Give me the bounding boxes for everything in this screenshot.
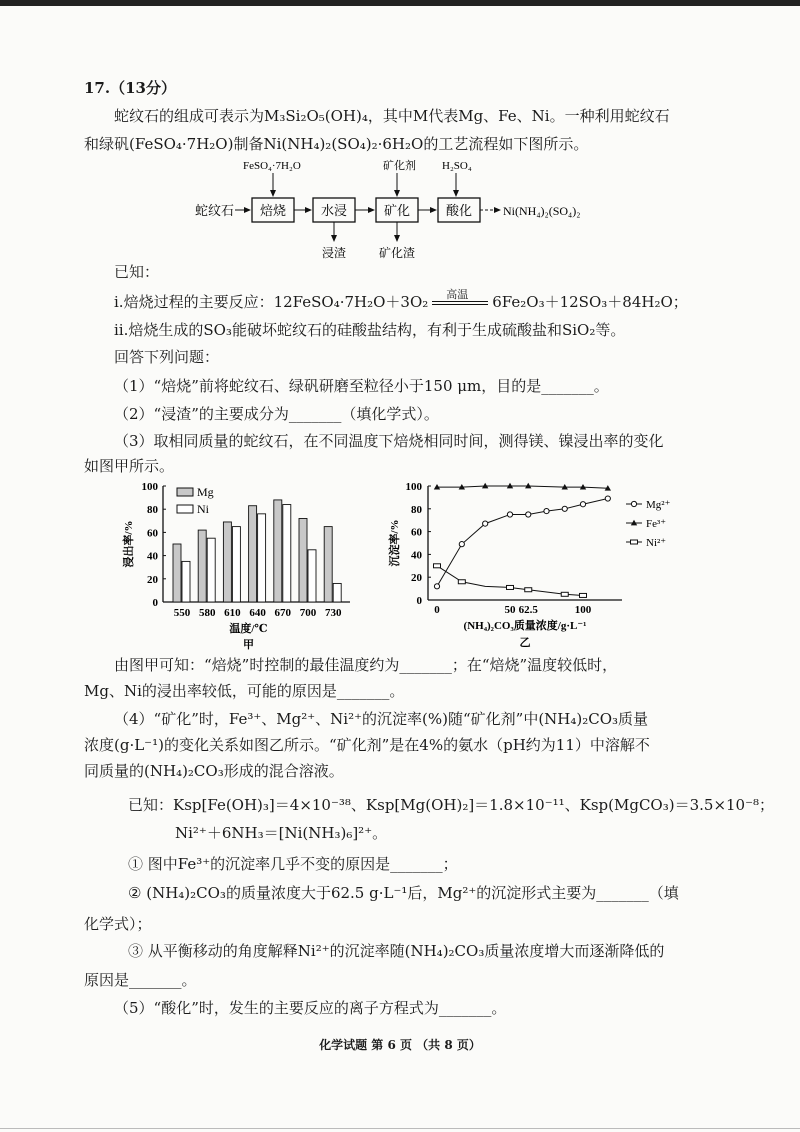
data-point-ni [434, 564, 441, 568]
legend-swatch-mg [177, 488, 193, 496]
x-tick-label: 580 [198, 607, 216, 619]
data-point-mg [526, 512, 531, 517]
bar-mg [274, 500, 282, 602]
scan-edge [0, 0, 800, 6]
legend-label: Mg²⁺ [646, 499, 671, 511]
known-title: 已知： [114, 263, 160, 281]
line-chart-precipitation-rate [380, 470, 710, 655]
reaction-condition: 高温 [446, 288, 469, 301]
intro-line-2: 和绿矾(FeSO₄·7H₂O)制备Ni(NH₄)₂(SO₄)₂·6H₂O的工艺流程如下图所示。 [84, 135, 589, 153]
question-3-line-1: （3）取相同质量的蛇纹石，在不同温度下焙烧相同时间，测得镁、镍浸出率的变化 [114, 432, 664, 450]
x-tick-label: 610 [224, 607, 241, 619]
x-tick-label: 670 [274, 607, 292, 619]
known-ii: ⅱ.焙烧生成的SO₃能破坏蛇纹石的硅酸盐结构，有利于生成硫酸盐和SiO₂等。 [114, 321, 626, 339]
svg-text:酸化: 酸化 [445, 203, 473, 218]
legend-label: Mg [197, 485, 214, 499]
y-tick-label: 40 [147, 550, 158, 563]
question-number: 17.（13分） [84, 79, 176, 97]
data-point-ni [507, 585, 514, 589]
question-4-line-3: 同质量的(NH₄)₂CO₃形成的混合溶液。 [84, 762, 344, 780]
flow-product: Ni(NH₄)₂(SO₄)₂ [503, 204, 581, 218]
bar-ni [283, 505, 291, 602]
x-axis-label: 温度/℃ [229, 623, 268, 635]
legend-label: Ni [197, 502, 209, 516]
svg-text:水浸: 水浸 [320, 203, 348, 218]
y-axis-label: 浸出率/% [123, 520, 135, 568]
y-tick-label: 40 [411, 549, 422, 562]
question-2: （2）“浸渣”的主要成分为_______（填化学式）。 [114, 405, 439, 423]
x-tick-label: 100 [574, 604, 592, 616]
question-4-2-line-2: 化学式）； [84, 915, 152, 933]
data-point-mg [562, 506, 567, 511]
svg-text:焙烧: 焙烧 [259, 203, 287, 218]
bar-mg [324, 527, 332, 602]
question-4-1: ① 图中Fe³⁺的沉淀率几乎不变的原因是_______； [128, 855, 458, 873]
process-flowchart [180, 155, 620, 260]
question-4-3-line-1: ③ 从平衡移动的角度解释Ni²⁺的沉淀率随(NH₄)₂CO₃质量浓度增大而逐渐降低的 [128, 942, 665, 960]
legend-marker-mg [631, 501, 636, 506]
flow-step-leach [313, 198, 355, 222]
legend-marker-ni [631, 540, 638, 544]
known-i [114, 288, 688, 312]
y-tick-label: 20 [411, 572, 422, 585]
flow-output-residue: 浸渣 [321, 246, 347, 260]
y-tick-label: 80 [147, 504, 158, 517]
data-point-mg [605, 496, 610, 501]
scan-edge-bottom [0, 1128, 800, 1129]
known-i-suffix: 6Fe₂O₃＋12SO₃＋84H₂O； [492, 293, 688, 311]
flow-input-h2so4: H₂SO₄ [442, 160, 472, 172]
flow-output-slag: 矿化渣 [378, 246, 416, 260]
flow-input-agent: 矿化剂 [383, 160, 416, 172]
y-tick-label: 60 [147, 527, 158, 540]
legend-label: Ni²⁺ [646, 537, 667, 549]
x-tick-label: 640 [249, 607, 266, 619]
y-tick-label: 60 [411, 526, 422, 539]
y-tick-label: 100 [405, 481, 422, 493]
x-tick-label: 0 [434, 604, 440, 616]
y-tick-label: 100 [141, 481, 158, 493]
flow-step-roast [252, 198, 294, 222]
data-point-mg [434, 584, 439, 589]
legend-swatch-ni [177, 505, 193, 513]
bar-mg [223, 522, 231, 602]
bar-chart-leach-rate [110, 470, 380, 655]
data-point-ni [458, 580, 465, 584]
y-tick-label: 80 [411, 503, 422, 516]
question-3b-line-2: Mg、Ni的浸出率较低，可能的原因是_______。 [84, 682, 405, 700]
bar-ni [207, 538, 215, 602]
x-tick-label: 730 [324, 607, 342, 619]
data-point-ni [580, 593, 587, 597]
bar-ni [182, 561, 190, 602]
known-i-prefix: ⅰ.焙烧过程的主要反应：12FeSO₄·7H₂O＋3O₂ [114, 293, 429, 311]
question-3b-line-1: 由图甲可知：“焙烧”时控制的最佳温度约为_______；在“焙烧”温度较低时， [114, 656, 618, 674]
x-axis-label: (NH₄)₂CO₃质量浓度/g·L⁻¹ [463, 620, 587, 632]
legend-label: Fe³⁺ [646, 518, 667, 530]
flow-step-mineralize [376, 198, 418, 222]
bar-mg [198, 530, 206, 602]
question-3-line-2: 如图甲所示。 [84, 457, 175, 475]
data-point-mg [507, 512, 512, 517]
question-4-2-line-1: ② (NH₄)₂CO₃的质量浓度大于62.5 g·L⁻¹后，Mg²⁺的沉淀形式主要为_______（填 [128, 884, 679, 902]
bar-mg [249, 506, 257, 602]
data-point-mg [580, 502, 585, 507]
answer-prompt: 回答下列问题： [114, 348, 220, 366]
y-tick-label: 0 [416, 595, 422, 607]
chart-caption: 乙 [519, 637, 531, 649]
flow-step-acidify [438, 198, 480, 222]
data-point-ni [525, 588, 532, 592]
question-5: （5）“酸化”时，发生的主要反应的离子方程式为_______。 [114, 999, 507, 1017]
data-point-mg [459, 542, 464, 547]
data-point-mg [483, 521, 488, 526]
bar-ni [232, 527, 240, 602]
chart-caption: 甲 [243, 639, 254, 651]
question-4-known-1: 已知：Ksp[Fe(OH)₃]＝4×10⁻³⁸、Ksp[Mg(OH)₂]＝1.8×10⁻¹¹、Ksp(MgCO₃)＝3.5×10⁻⁸； [128, 796, 775, 814]
page-footer: 化学试题 第 6 页 （共 8 页） [319, 1038, 481, 1052]
data-point-mg [544, 508, 549, 513]
question-4-line-1: （4）“矿化”时，Fe³⁺、Mg²⁺、Ni²⁺的沉淀率(%)随“矿化剂”中(NH₄)₂CO₃质量 [114, 710, 649, 728]
y-axis-label: 沉淀率/% [389, 519, 401, 567]
y-tick-label: 0 [152, 597, 158, 609]
bar-ni [308, 550, 316, 602]
x-tick-label: 62.5 [518, 604, 538, 616]
question-4-known-2: Ni²⁺＋6NH₃＝[Ni(NH₃)₆]²⁺。 [175, 824, 388, 842]
equilibrium-sign [432, 288, 488, 305]
bar-mg [299, 518, 307, 602]
x-tick-label: 700 [299, 607, 317, 619]
data-point-ni [561, 592, 568, 596]
bar-mg [173, 544, 181, 602]
question-4-3-line-2: 原因是_______。 [84, 971, 197, 989]
x-tick-label: 550 [173, 607, 191, 619]
bar-ni [258, 514, 266, 602]
x-tick-label: 50 [504, 604, 516, 616]
bar-ni [333, 583, 341, 602]
flow-input-feso4: FeSO₄·7H₂O [243, 160, 301, 172]
flow-start: 蛇纹石 [195, 203, 235, 218]
question-1: （1）“焙烧”前将蛇纹石、绿矾研磨至粒径小于150 μm，目的是_______。 [114, 377, 609, 395]
question-4-line-2: 浓度(g·L⁻¹)的变化关系如图乙所示。“矿化剂”是在4%的氨水（pH约为11）中溶解不 [84, 736, 650, 754]
y-tick-label: 20 [147, 573, 158, 586]
svg-text:矿化: 矿化 [383, 203, 411, 218]
intro-line-1: 蛇纹石的组成可表示为M₃Si₂O₅(OH)₄，其中M代表Mg、Fe、Ni。一种利用蛇纹石 [114, 107, 670, 125]
